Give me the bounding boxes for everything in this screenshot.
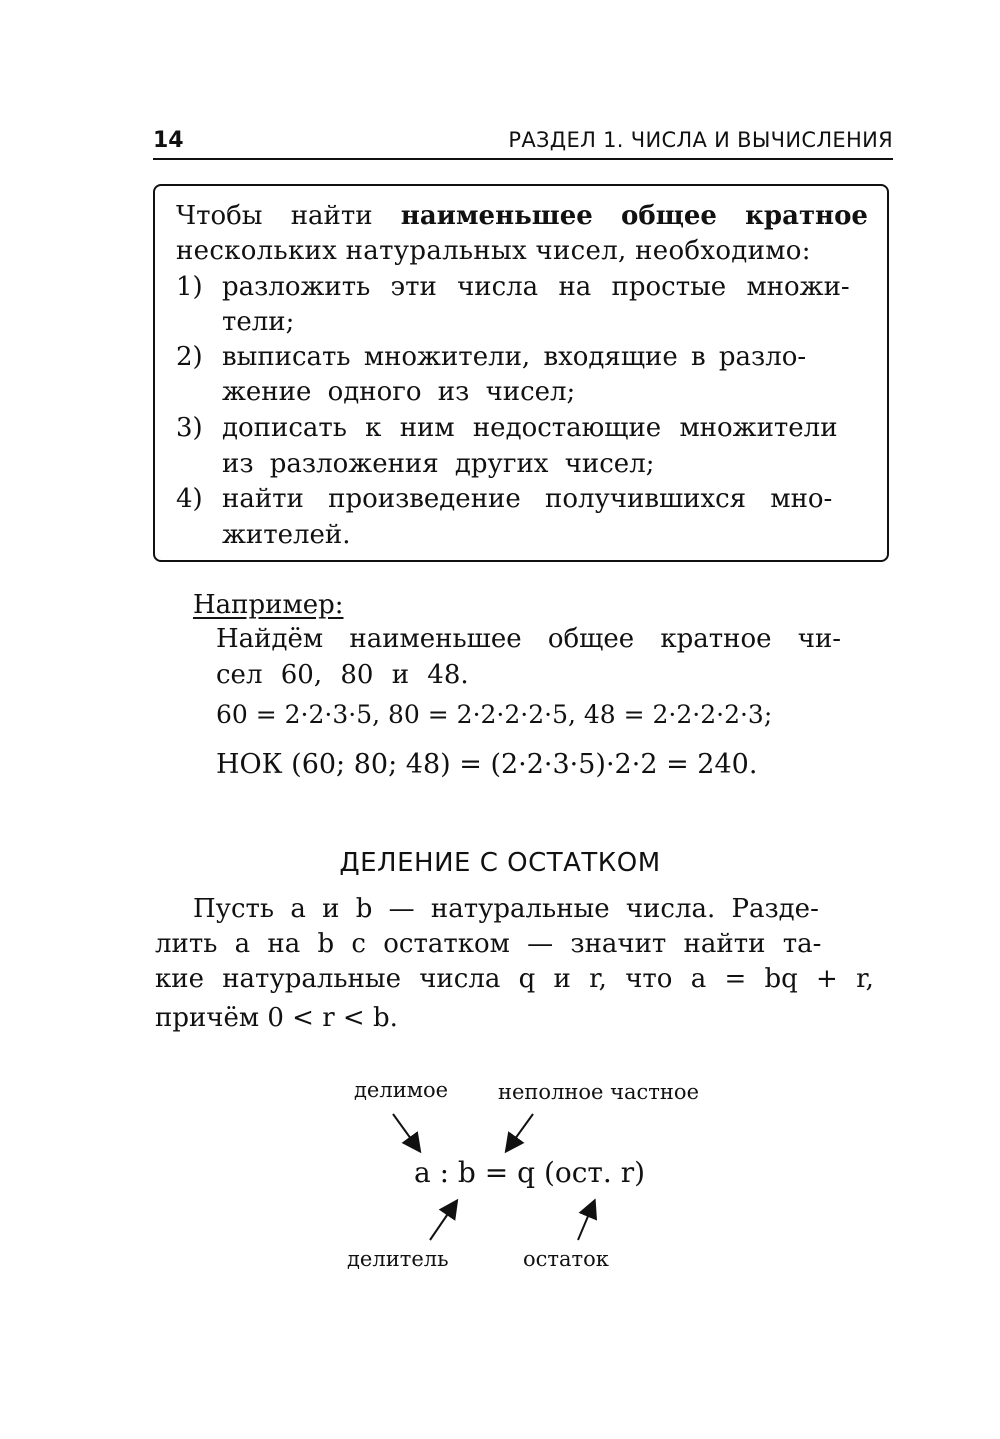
section-text-line-1: Пусть a и b — натуральные числа. Разде- [193, 894, 819, 924]
label-dividend: делимое [354, 1078, 449, 1102]
term-lcm-3: кратное [745, 201, 868, 231]
example-label: Например: [193, 590, 344, 620]
label-remainder: остаток [523, 1247, 609, 1271]
step-4-line-2: жителей. [222, 520, 351, 550]
page-number: 14 [153, 128, 184, 153]
term-lcm-1: наименьшее [400, 201, 593, 231]
term-lcm-2: общее [621, 201, 717, 231]
arrow-remainder [578, 1202, 594, 1240]
example-line-2: сел 60, 80 и 48. [216, 660, 469, 690]
running-title: РАЗДЕЛ 1. ЧИСЛА И ВЫЧИСЛЕНИЯ [508, 128, 893, 152]
step-2-line-1: выписать множители, входящие в разло- [222, 342, 807, 372]
label-divisor: делитель [347, 1247, 449, 1271]
arrow-dividend [393, 1114, 419, 1150]
step-number: 2) [176, 342, 203, 372]
section-text-line-4: причём 0 < r < b. [155, 1003, 398, 1033]
label-quotient: неполное частное [498, 1080, 699, 1104]
rule-intro-line-2: нескольких натуральных чисел, необходимо: [176, 236, 811, 266]
step-number: 3) [176, 413, 203, 443]
arrow-quotient [507, 1114, 533, 1150]
step-1-line-2: тели; [222, 307, 295, 337]
example-line-1: Найдём наименьшее общее кратное чи- [216, 624, 842, 654]
rule-intro-line-1: Чтобы найти наименьшее общее кратное [176, 201, 868, 231]
arrow-divisor [430, 1202, 456, 1240]
step-2-line-2: жение одного из чисел; [222, 377, 576, 407]
section-title: ДЕЛЕНИЕ С ОСТАТКОМ [339, 848, 661, 878]
step-number: 1) [176, 272, 203, 302]
section-text-line-2: лить a на b с остатком — значит найти та- [155, 929, 822, 959]
section-text-line-3: кие натуральные числа q и r, что a = bq + r, [155, 964, 874, 994]
step-3-line-1: дописать к ним недостающие множители [222, 413, 838, 443]
step-number: 4) [176, 484, 203, 514]
step-4-line-1: найти произведение получившихся мно- [222, 484, 833, 514]
division-formula: a : b = q (ост. r) [414, 1156, 645, 1189]
step-1-line-1: разложить эти числа на простые множи- [222, 272, 850, 302]
step-3-line-2: из разложения других чисел; [222, 449, 655, 479]
decomposition-line: 60 = 2·2·3·5, 80 = 2·2·2·2·5, 48 = 2·2·2·2·3; [216, 700, 773, 729]
lcm-result-line: НОК (60; 80; 48) = (2·2·3·5)·2·2 = 240. [216, 749, 758, 780]
